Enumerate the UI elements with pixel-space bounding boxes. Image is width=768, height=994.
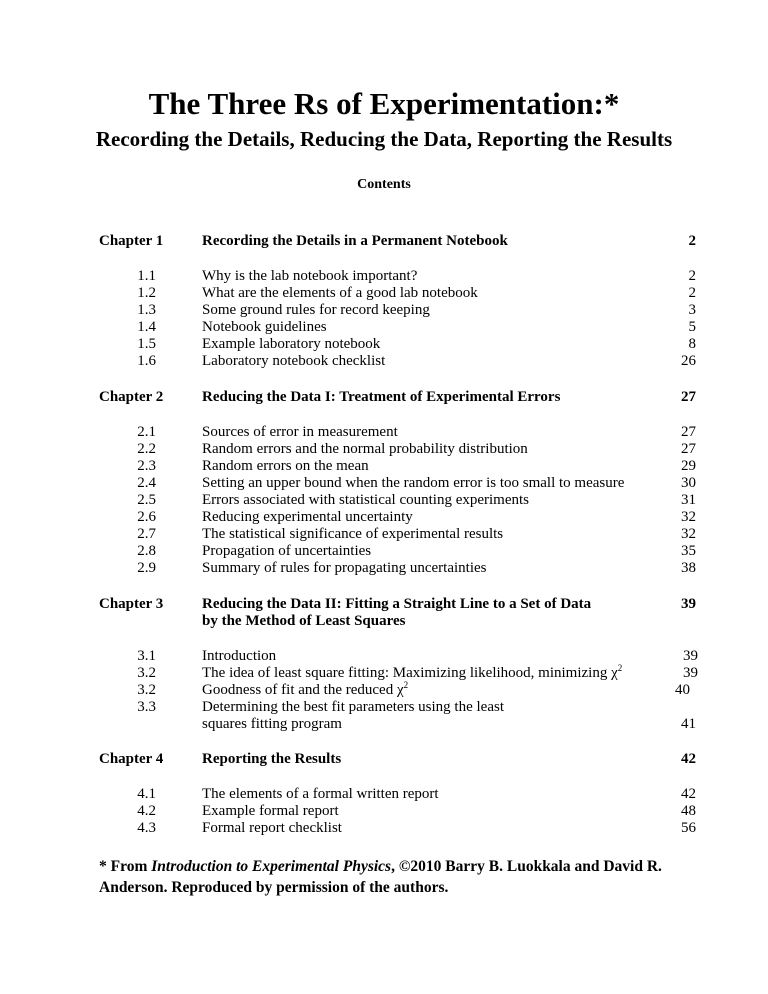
- section-page: 26: [681, 353, 696, 369]
- section-page: 35: [681, 543, 696, 559]
- section-page: 32: [681, 509, 696, 525]
- document-title: The Three Rs of Experimentation:*: [148, 86, 620, 121]
- section-page: 2: [688, 268, 696, 284]
- section-number: 2.3: [137, 458, 156, 474]
- document-subtitle: Recording the Details, Reducing the Data, Reporting the Results: [95, 127, 673, 151]
- section-title: Reducing experimental uncertainty: [202, 509, 413, 525]
- section-number: 3.2: [137, 682, 156, 698]
- section-number: 1.1: [137, 268, 156, 284]
- section-page: 38: [681, 560, 696, 576]
- section-number: 3.3: [137, 699, 156, 715]
- section-number: 4.3: [137, 820, 156, 836]
- chapter-page: 27: [681, 389, 696, 405]
- section-page: 42: [681, 786, 696, 802]
- superscript: 2: [617, 663, 623, 673]
- section-number: 3.1: [137, 648, 156, 664]
- section-title: [202, 699, 642, 733]
- section-number: 4.2: [137, 803, 156, 819]
- section-number: 1.2: [137, 285, 156, 301]
- section-page: 8: [688, 336, 696, 352]
- chapter-label: Chapter 4: [99, 751, 164, 767]
- section-page: 48: [681, 803, 696, 819]
- section-page: 40: [675, 682, 690, 698]
- section-page: 5: [688, 319, 696, 335]
- section-title: Errors associated with statistical counting experiments: [202, 492, 529, 508]
- chapter-title: [202, 596, 642, 630]
- section-number: 1.3: [137, 302, 156, 318]
- section-title: Setting an upper bound when the random error is too small to measure: [202, 475, 625, 491]
- section-number: 2.2: [137, 441, 156, 457]
- section-title: Some ground rules for record keeping: [202, 302, 430, 318]
- footnote-book-title: Introduction to Experimental Physics: [151, 858, 392, 875]
- chapter-title-line-1: Reducing the Data II: Fitting a Straight Line to a Set of Data: [202, 596, 592, 612]
- chapter-page: 42: [681, 751, 696, 767]
- chapter-title-line-2: by the Method of Least Squares: [202, 613, 406, 629]
- section-page: 32: [681, 526, 696, 542]
- section-title-line-2: squares fitting program: [202, 716, 342, 732]
- section-page: 29: [681, 458, 696, 474]
- section-title: What are the elements of a good lab notebook: [202, 285, 478, 301]
- section-number: 3.2: [137, 665, 156, 681]
- section-title: The elements of a formal written report: [202, 786, 439, 802]
- chapter-title: Recording the Details in a Permanent Notebook: [202, 233, 508, 249]
- section-page: 2: [688, 285, 696, 301]
- section-page: 39: [683, 665, 698, 681]
- section-title: [202, 665, 672, 682]
- section-number: 1.4: [137, 319, 156, 335]
- section-title: Formal report checklist: [202, 820, 342, 836]
- section-title: Laboratory notebook checklist: [202, 353, 386, 369]
- superscript: 2: [403, 680, 409, 690]
- chapter-title: Reducing the Data I: Treatment of Experimental Errors: [202, 389, 561, 405]
- section-page: 56: [681, 820, 696, 836]
- section-title: Why is the lab notebook important?: [202, 268, 418, 284]
- section-number: 2.6: [137, 509, 156, 525]
- chapter-page: 2: [688, 233, 696, 249]
- chapter-label: Chapter 2: [99, 389, 164, 405]
- section-number: 1.5: [137, 336, 156, 352]
- section-title: Sources of error in measurement: [202, 424, 398, 440]
- section-page: 31: [681, 492, 696, 508]
- section-page: 39: [683, 648, 698, 664]
- footnote-prefix: * From: [99, 858, 152, 875]
- chapter-page: 39: [681, 596, 696, 612]
- section-title: Example laboratory notebook: [202, 336, 381, 352]
- chapter-label: Chapter 1: [99, 233, 164, 249]
- contents-heading: Contents: [357, 177, 411, 192]
- section-page: 3: [688, 302, 696, 318]
- section-number: 2.4: [137, 475, 156, 491]
- section-page: 30: [681, 475, 696, 491]
- section-title: [202, 682, 642, 699]
- section-title: Summary of rules for propagating uncertainties: [202, 560, 487, 576]
- section-title-line-1: Determining the best fit parameters using the least: [202, 699, 504, 715]
- footnote-suffix: , ©2010 Barry B. Luokkala and David R. Anderson. Reproduced by permission of the authors.: [99, 858, 662, 896]
- chapter-label: Chapter 3: [99, 596, 164, 612]
- section-title: Example formal report: [202, 803, 339, 819]
- section-page: 27: [681, 424, 696, 440]
- section-title-text: The idea of least square fitting: Maximizing likelihood, minimizing χ: [202, 665, 618, 681]
- section-number: 2.7: [137, 526, 156, 542]
- section-page: 27: [681, 441, 696, 457]
- section-number: 2.5: [137, 492, 156, 508]
- section-number: 4.1: [137, 786, 156, 802]
- footnote: [99, 856, 699, 898]
- section-page: 41: [681, 716, 696, 732]
- section-number: 2.8: [137, 543, 156, 559]
- section-title: Notebook guidelines: [202, 319, 327, 335]
- section-title: Propagation of uncertainties: [202, 543, 372, 559]
- section-title: Random errors and the normal probability distribution: [202, 441, 528, 457]
- section-number: 2.9: [137, 560, 156, 576]
- section-title: The statistical significance of experimental results: [202, 526, 504, 542]
- section-title: Random errors on the mean: [202, 458, 369, 474]
- section-number: 1.6: [137, 353, 156, 369]
- section-title-text: Goodness of fit and the reduced χ: [202, 682, 404, 698]
- section-number: 2.1: [137, 424, 156, 440]
- chapter-title: Reporting the Results: [202, 751, 342, 767]
- section-title: Introduction: [202, 648, 277, 664]
